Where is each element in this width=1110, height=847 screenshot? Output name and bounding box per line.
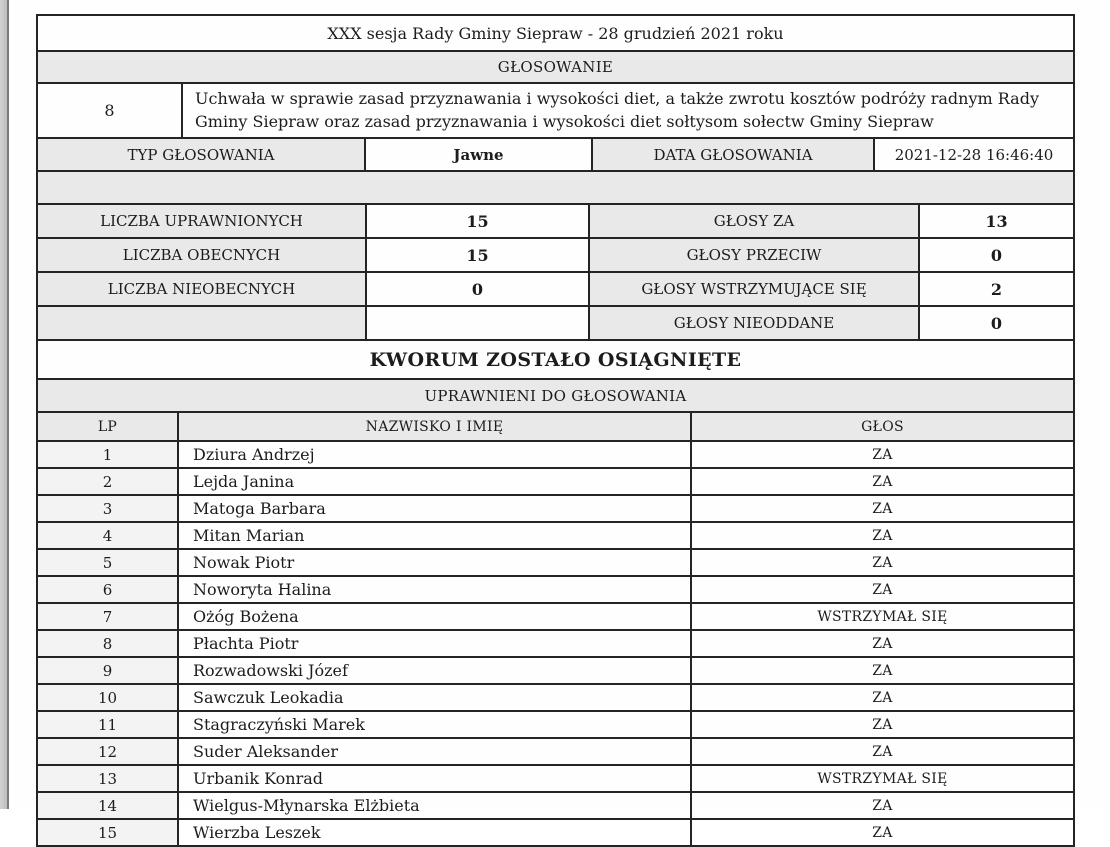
voters-table [36,411,1075,847]
voter-name: Dziura Andrzej [178,441,691,468]
voter-name: Mitan Marian [178,522,691,549]
voter-vote: ZA [691,522,1074,549]
stat-value-votes-against: 0 [919,238,1074,272]
voter-vote: ZA [691,711,1074,738]
voter-vote: ZA [691,576,1074,603]
table-row [37,522,1074,549]
voter-lp: 10 [37,684,178,711]
voter-name: Sawczuk Leokadia [178,684,691,711]
voter-lp: 15 [37,819,178,846]
resolution-item-number: 8 [37,83,182,138]
voter-vote: ZA [691,468,1074,495]
voter-lp: 4 [37,522,178,549]
table-row [37,819,1074,846]
table-row [37,630,1074,657]
voter-vote: ZA [691,819,1074,846]
voter-lp: 9 [37,657,178,684]
voter-name: Rozwadowski Józef [178,657,691,684]
voter-vote: ZA [691,792,1074,819]
quorum-banner: KWORUM ZOSTAŁO OSIĄGNIĘTE [37,340,1074,379]
table-row [37,495,1074,522]
stat-label-not-cast: GŁOSY NIEODDANE [589,306,919,340]
stat-label-absent: LICZBA NIEOBECNYCH [37,272,366,306]
stat-label-eligible: LICZBA UPRAWNIONYCH [37,204,366,238]
column-header-lp: LP [37,412,178,441]
scan-page-edge [0,0,9,809]
voter-lp: 7 [37,603,178,630]
stats-row [37,306,1074,340]
voter-vote: ZA [691,738,1074,765]
stat-value-votes-for: 13 [919,204,1074,238]
stat-value-abstain: 2 [919,272,1074,306]
voter-name: Matoga Barbara [178,495,691,522]
voter-vote: ZA [691,549,1074,576]
voter-lp: 6 [37,576,178,603]
vote-meta-table [36,137,1075,172]
voting-section-header: GŁOSOWANIE [37,51,1074,83]
table-row [37,468,1074,495]
voter-lp: 12 [37,738,178,765]
eligible-header-table [36,378,1075,413]
voter-lp: 2 [37,468,178,495]
voter-name: Nowak Piotr [178,549,691,576]
stats-row [37,272,1074,306]
quorum-table [36,339,1075,380]
voter-lp: 14 [37,792,178,819]
table-row [37,765,1074,792]
stat-label-votes-for: GŁOSY ZA [589,204,919,238]
table-row [37,441,1074,468]
spacer-band-table [36,170,1075,205]
column-header-name: NAZWISKO I IMIĘ [178,412,691,441]
vote-date-value: 2021-12-28 16:46:40 [874,138,1074,171]
stat-label-abstain: GŁOSY WSTRZYMUJĄCE SIĘ [589,272,919,306]
table-row [37,738,1074,765]
eligible-voters-header: UPRAWNIENI DO GŁOSOWANIA [37,379,1074,412]
voter-name: Stagraczyński Marek [178,711,691,738]
voter-lp: 8 [37,630,178,657]
stat-value-eligible: 15 [366,204,589,238]
table-row [37,711,1074,738]
voter-lp: 11 [37,711,178,738]
table-row [37,603,1074,630]
voter-vote: ZA [691,441,1074,468]
stat-value-present: 15 [366,238,589,272]
stat-label-present: LICZBA OBECNYCH [37,238,366,272]
table-row [37,684,1074,711]
voter-name: Płachta Piotr [178,630,691,657]
stats-row [37,204,1074,238]
stat-value-absent: 0 [366,272,589,306]
resolution-text: Uchwała w sprawie zasad przyznawania i wysokości diet, a także zwrotu kosztów podróży radnym Rady Gminy Siepraw oraz zasad przyznawania i wysokości diet sołtysom sołectw Gminy Siepraw [182,83,1074,138]
voter-name: Wielgus-Młynarska Elżbieta [178,792,691,819]
table-row [37,549,1074,576]
vote-type-value: Jawne [365,138,592,171]
voter-vote: ZA [691,495,1074,522]
resolution-table [36,82,1075,139]
stats-row [37,238,1074,272]
voter-vote: WSTRZYMAŁ SIĘ [691,765,1074,792]
voter-name: Suder Aleksander [178,738,691,765]
voter-lp: 3 [37,495,178,522]
table-row [37,792,1074,819]
session-title-table [36,14,1075,52]
voter-name: Ożóg Bożena [178,603,691,630]
voters-header-row [37,412,1074,441]
session-title: XXX sesja Rady Gminy Siepraw - 28 grudzień 2021 roku [37,15,1074,51]
stat-value-not-cast: 0 [919,306,1074,340]
table-row [37,657,1074,684]
voter-lp: 5 [37,549,178,576]
table-row [37,576,1074,603]
voter-lp: 1 [37,441,178,468]
voter-name: Lejda Janina [178,468,691,495]
vote-type-label: TYP GŁOSOWANIA [37,138,365,171]
voter-vote: ZA [691,630,1074,657]
voter-vote: ZA [691,657,1074,684]
voting-header-table [36,50,1075,84]
voter-name: Urbanik Konrad [178,765,691,792]
stats-table [36,203,1075,341]
voter-name: Wierzba Leszek [178,819,691,846]
voter-vote: ZA [691,684,1074,711]
voter-name: Noworyta Halina [178,576,691,603]
vote-date-label: DATA GŁOSOWANIA [592,138,874,171]
stat-label-empty [37,306,366,340]
document-body [36,14,1075,847]
column-header-vote: GŁOS [691,412,1074,441]
voter-lp: 13 [37,765,178,792]
spacer-band [37,171,1074,204]
stat-label-votes-against: GŁOSY PRZECIW [589,238,919,272]
stat-value-empty [366,306,589,340]
voter-vote: WSTRZYMAŁ SIĘ [691,603,1074,630]
